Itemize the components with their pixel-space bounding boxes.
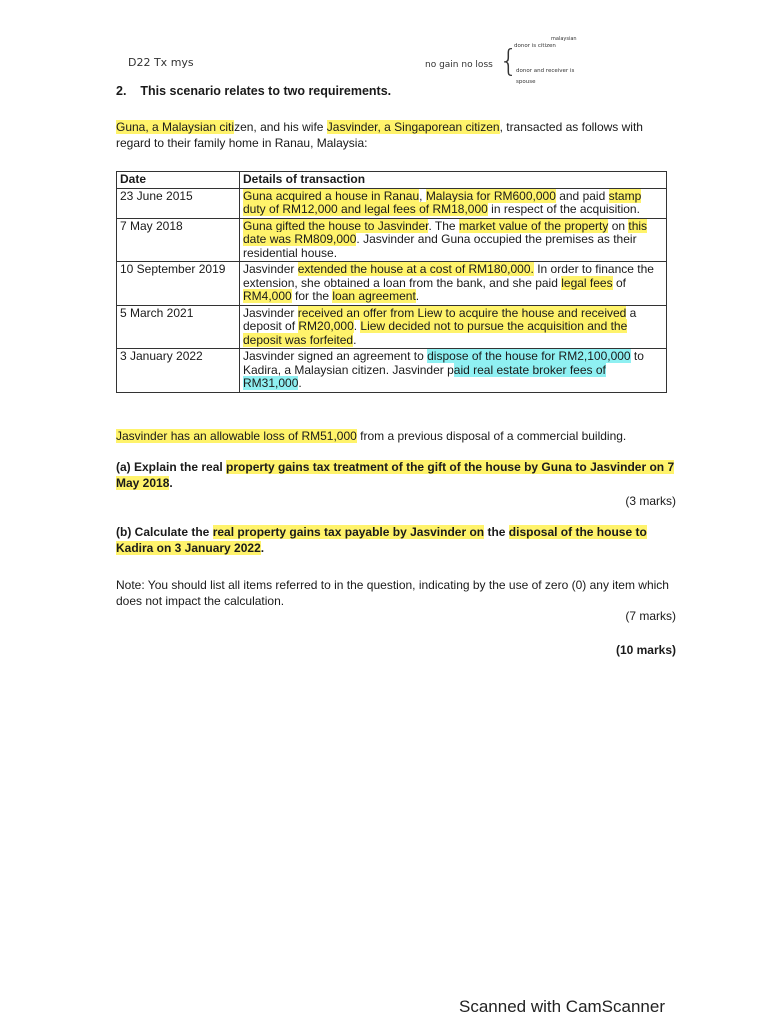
details-part: Guna acquired a house in Ranau bbox=[243, 188, 420, 203]
details-part: . bbox=[415, 289, 420, 303]
details-part: loan agreement bbox=[332, 289, 416, 303]
details-part: Liew decided not to pursue the acquisition and the deposit was forfeited bbox=[243, 319, 628, 347]
part-a-text: e gift of the house by Guna to Jasvinder on 7 May 2018 bbox=[116, 460, 675, 490]
details-part: this date was RM809,000 bbox=[243, 218, 648, 246]
part-a-text: (a) Explain the real bbox=[116, 460, 227, 474]
details-part: . bbox=[353, 332, 357, 347]
details-part: RM20,000 bbox=[298, 319, 354, 333]
instruction-note: Note: You should list all items referred to in the question, indicating by the use of zero (0) any item which does not impact the calculation. bbox=[116, 578, 669, 608]
intro-part: zen, and his wife bbox=[234, 120, 327, 134]
details-part: Jasvinder bbox=[243, 262, 298, 276]
table-row bbox=[117, 218, 667, 262]
handwritten-note-donor: donor is citizen bbox=[514, 43, 556, 49]
details-part: Jasvinder signed an agreement to bbox=[243, 349, 428, 363]
date-cell: 23 June 2015 bbox=[117, 188, 240, 218]
handwritten-note-top-left: D22 Tx mys bbox=[128, 56, 194, 69]
intro-part: Guna, a Malaysian citi bbox=[116, 120, 235, 134]
details-cell bbox=[240, 262, 667, 306]
allowable-loss-statement bbox=[116, 429, 626, 443]
handwritten-note-malaysian: malaysian bbox=[551, 36, 577, 42]
details-part: for the bbox=[291, 289, 333, 303]
column-header-date: Date bbox=[117, 172, 240, 189]
part-b-text: . bbox=[260, 541, 265, 555]
part-a-text: . bbox=[169, 476, 173, 490]
question-number: 2. bbox=[116, 84, 127, 98]
date-cell: 5 March 2021 bbox=[117, 305, 240, 349]
intro-part: Jasvinder, a Singaporean citizen bbox=[326, 120, 500, 134]
details-part: dispose of the house for RM2,100,000 bbox=[427, 349, 631, 363]
part-b-marks: (7 marks) bbox=[625, 609, 676, 623]
transactions-table bbox=[116, 171, 667, 393]
details-part: of bbox=[612, 275, 626, 290]
details-part: received an offer from Liew to acquire the house and received bbox=[297, 305, 627, 320]
part-b-text: disposal of the house to Kadira on 3 January 2022 bbox=[116, 525, 647, 555]
details-cell bbox=[240, 349, 667, 393]
details-part: to Kadira, a Malaysian citizen. Jasvinder p bbox=[243, 349, 644, 377]
details-part: extended the house at a cost of RM180,000. bbox=[297, 262, 534, 276]
loss-part: Jasvinder has an allowable loss of RM51,000 bbox=[116, 429, 357, 443]
part-b-text: the bbox=[484, 525, 509, 539]
details-part: a deposit of bbox=[243, 305, 637, 333]
total-marks: (10 marks) bbox=[615, 643, 676, 657]
details-part: Jasvinder bbox=[243, 305, 298, 320]
part-a-text: property gains tax treatment of th bbox=[226, 460, 418, 474]
handwritten-note-donor-receiver: donor and receiver is bbox=[516, 68, 575, 74]
details-part: in respect of the acquisition. bbox=[487, 202, 640, 216]
part-b-text: real property gains tax payable by Jasvinder on bbox=[212, 525, 485, 539]
scenario-intro bbox=[116, 119, 666, 151]
loss-part: from a previous disposal of a commercial building. bbox=[356, 429, 627, 443]
details-part: on bbox=[608, 218, 629, 233]
details-part: Guna gifted the house to Jasvinder bbox=[243, 218, 429, 233]
details-part: legal fees bbox=[561, 275, 613, 290]
details-part: and paid bbox=[555, 188, 609, 203]
part-b-text: (b) Calculate the bbox=[116, 525, 213, 539]
part-b-question bbox=[116, 524, 676, 556]
date-cell: 7 May 2018 bbox=[117, 218, 240, 262]
table-header-row bbox=[117, 172, 667, 189]
details-part: Malaysia for RM600,000 bbox=[425, 188, 556, 203]
details-part: , bbox=[419, 188, 426, 203]
table-row bbox=[117, 188, 667, 218]
table-row bbox=[117, 349, 667, 393]
details-cell bbox=[240, 188, 667, 218]
intro-part: , transacted as follows with regard to their family home in Ranau, Malaysia: bbox=[116, 120, 643, 150]
details-part: stamp duty of RM12,000 and legal fees of RM18,000 bbox=[243, 188, 642, 216]
column-header-details: Details of transaction bbox=[240, 172, 667, 189]
details-part: In order to finance the extension, she obtained a loan from the bank, and she paid bbox=[243, 262, 654, 290]
details-part: RM4,000 bbox=[243, 289, 292, 303]
date-cell: 3 January 2022 bbox=[117, 349, 240, 393]
part-a-question bbox=[116, 459, 676, 491]
handwritten-bracket: { bbox=[499, 44, 519, 79]
part-a-marks: (3 marks) bbox=[625, 494, 676, 508]
question-heading-text: This scenario relates to two requirements. bbox=[140, 84, 392, 98]
handwritten-note-spouse: spouse bbox=[516, 79, 536, 85]
details-part: . bbox=[298, 376, 302, 390]
details-part: aid real estate broker fees of RM31,000 bbox=[243, 362, 606, 390]
scanner-watermark: Scanned with CamScanner bbox=[459, 997, 666, 1016]
details-part: . bbox=[353, 319, 361, 333]
details-cell bbox=[240, 218, 667, 262]
table-row bbox=[117, 262, 667, 306]
table-row bbox=[117, 305, 667, 349]
details-part: . Jasvinder and Guna occupied the premises as their residential house. bbox=[243, 232, 637, 260]
details-cell bbox=[240, 305, 667, 349]
question-heading bbox=[116, 84, 391, 98]
handwritten-note-no-gain: no gain no loss bbox=[425, 60, 493, 70]
details-part: market value of the property bbox=[458, 218, 609, 233]
details-part: . The bbox=[428, 218, 459, 233]
date-cell: 10 September 2019 bbox=[117, 262, 240, 306]
